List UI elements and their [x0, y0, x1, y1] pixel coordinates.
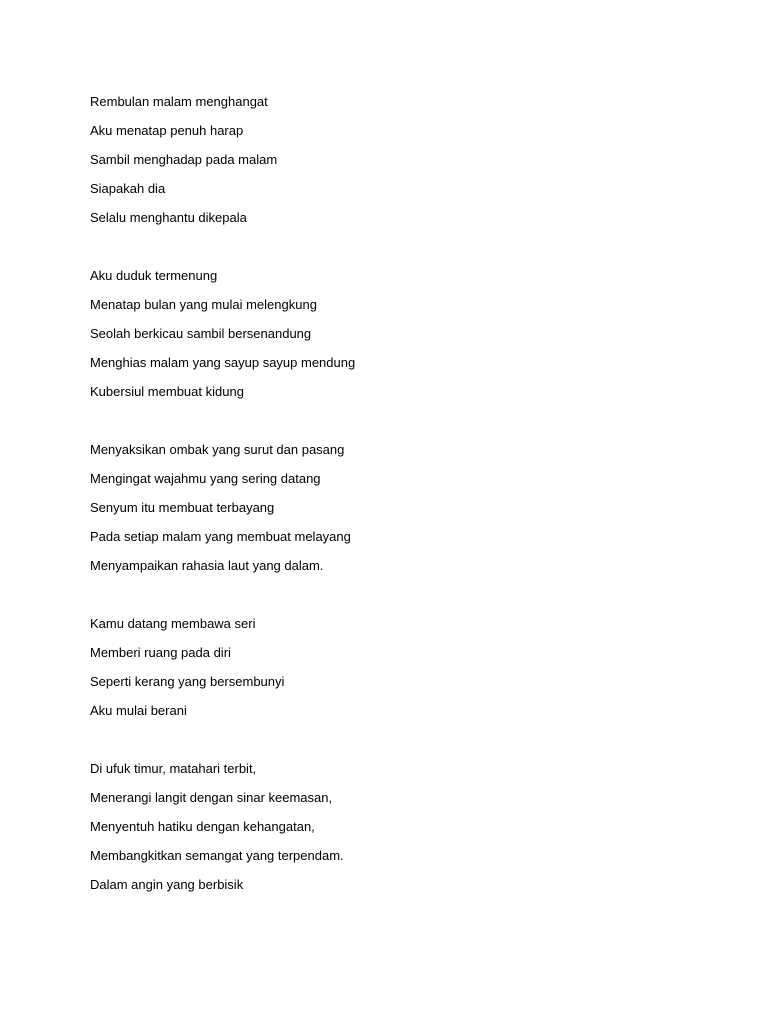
poem-line: Menghias malam yang sayup sayup mendung	[90, 355, 356, 370]
stanza-2	[90, 266, 730, 411]
poem-line: Kamu datang membawa seri	[90, 616, 256, 631]
poem-line: Siapakah dia	[90, 181, 166, 196]
poem-line: Menyentuh hatiku dengan kehangatan,	[90, 819, 315, 834]
poem-body	[90, 92, 730, 933]
poem-line: Mengingat wajahmu yang sering datang	[90, 471, 321, 486]
poem-line: Aku mulai berani	[90, 703, 187, 718]
poem-line: Di ufuk timur, matahari terbit,	[90, 761, 257, 776]
poem-line: Menyaksikan ombak yang surut dan pasang	[90, 442, 345, 457]
poem-line: Menatap bulan yang mulai melengkung	[90, 297, 317, 312]
poem-line: Menyampaikan rahasia laut yang dalam.	[90, 558, 324, 573]
poem-line: Selalu menghantu dikepala	[90, 210, 247, 225]
poem-line: Aku menatap penuh harap	[90, 123, 244, 138]
poem-line: Memberi ruang pada diri	[90, 645, 231, 660]
stanza-3	[90, 440, 730, 585]
stanza-1	[90, 92, 730, 237]
poem-line: Aku duduk termenung	[90, 268, 218, 283]
poem-line: Menerangi langit dengan sinar keemasan,	[90, 790, 333, 805]
poem-line: Kubersiul membuat kidung	[90, 384, 244, 399]
poem-line: Seperti kerang yang bersembunyi	[90, 674, 285, 689]
poem-line: Seolah berkicau sambil bersenandung	[90, 326, 312, 341]
poem-line: Rembulan malam menghangat	[90, 94, 268, 109]
poem-line: Dalam angin yang berbisik	[90, 877, 244, 892]
poem-line: Pada setiap malam yang membuat melayang	[90, 529, 351, 544]
poem-line: Sambil menghadap pada malam	[90, 152, 278, 167]
stanza-5	[90, 759, 730, 904]
poem-line: Senyum itu membuat terbayang	[90, 500, 275, 515]
poem-line: Membangkitkan semangat yang terpendam.	[90, 848, 344, 863]
stanza-4	[90, 614, 730, 730]
